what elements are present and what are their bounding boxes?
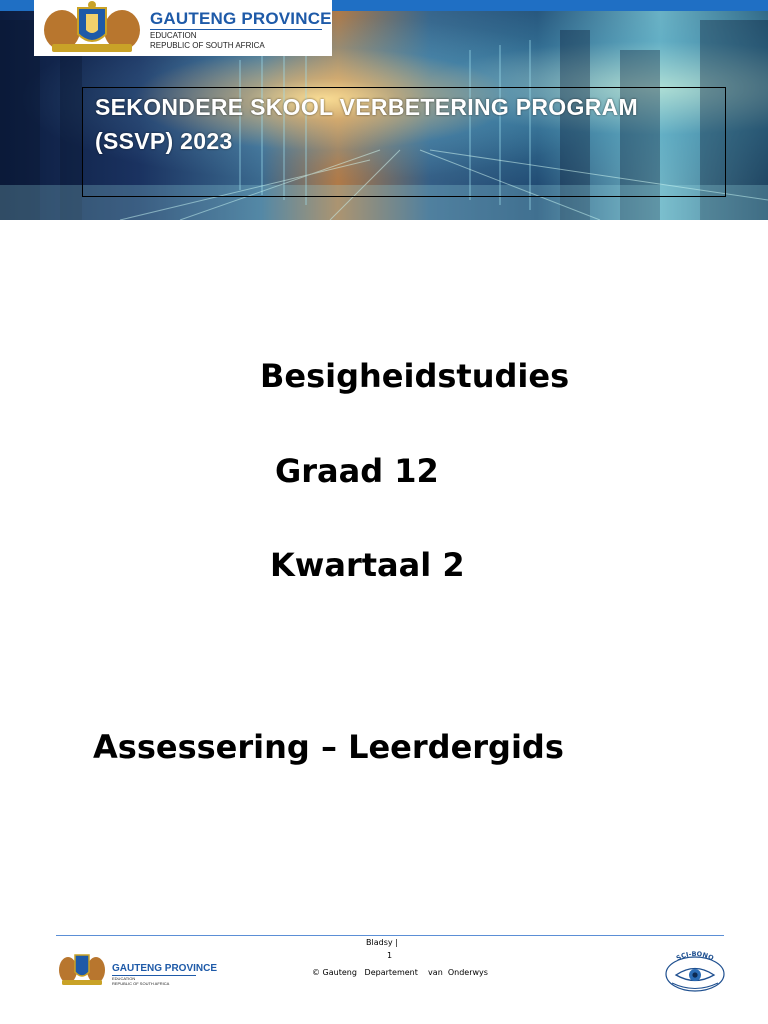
svg-text:SCI-BONO: SCI-BONO xyxy=(674,950,716,963)
programme-title-box xyxy=(82,87,726,197)
sci-bono-logo-icon xyxy=(662,950,728,992)
page-label: Bladsy | xyxy=(366,938,398,947)
gauteng-province-name: GAUTENG PROVINCE xyxy=(150,9,332,28)
gauteng-logo xyxy=(34,0,332,56)
logo-rule xyxy=(150,29,322,30)
programme-title-line-1: SEKONDERE SKOOL VERBETERING PROGRAM xyxy=(95,94,638,120)
grade-title: Graad 12 xyxy=(275,452,439,490)
logo-department: EDUCATION xyxy=(150,31,197,40)
footer-logo-country: REPUBLIC OF SOUTH AFRICA xyxy=(112,981,170,986)
footer-divider xyxy=(56,935,724,936)
coat-of-arms-icon xyxy=(38,0,146,54)
document-type-title: Assessering – Leerdergids xyxy=(93,728,564,766)
footer-logo-department: EDUCATION xyxy=(112,976,136,981)
page-number: 1 xyxy=(387,951,393,960)
footer-coat-of-arms-icon xyxy=(56,950,108,986)
footer-province-name: GAUTENG PROVINCE xyxy=(112,963,218,974)
logo-country: REPUBLIC OF SOUTH AFRICA xyxy=(150,41,265,50)
header-banner xyxy=(0,0,768,220)
footer-gauteng-logo xyxy=(56,950,218,986)
programme-title-line-2: (SSVP) 2023 xyxy=(95,128,233,154)
subject-title: Besigheidstudies xyxy=(260,357,570,395)
term-title: Kwartaal 2 xyxy=(270,546,465,584)
copyright-notice: © Gauteng Departement van Onderwys xyxy=(312,968,488,977)
